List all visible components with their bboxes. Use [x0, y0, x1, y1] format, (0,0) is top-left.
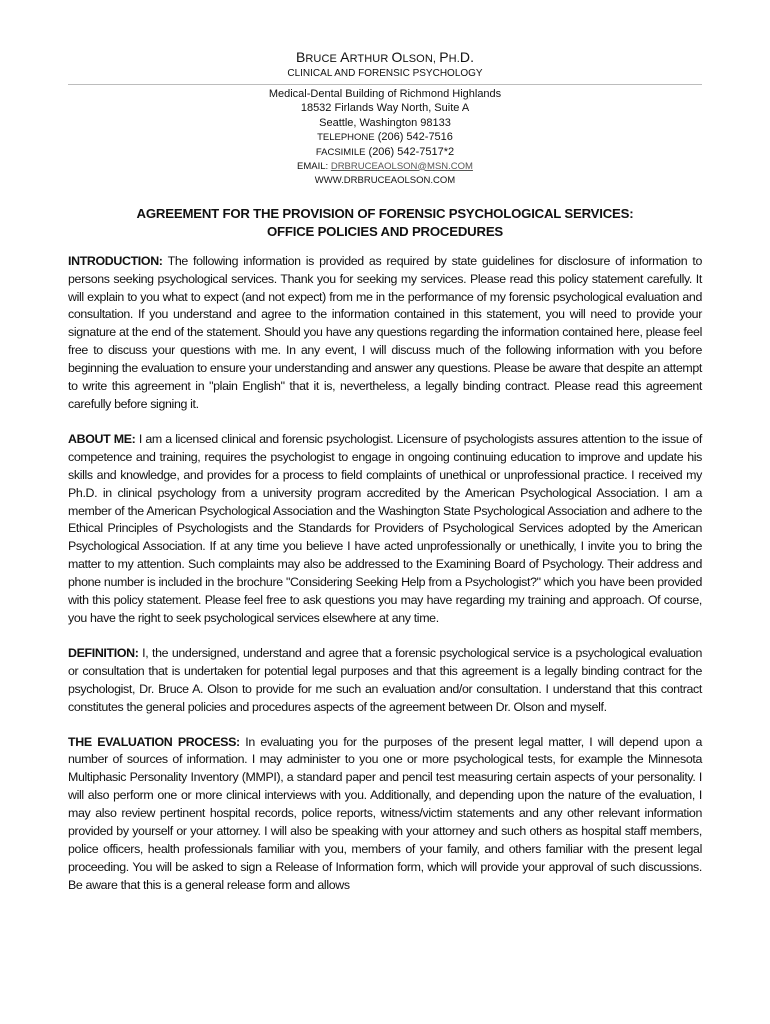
- document-title: [68, 205, 702, 241]
- telephone-line: [68, 130, 702, 145]
- section-about-me: [68, 431, 702, 628]
- facsimile-line: [68, 145, 702, 160]
- title-line-2: OFFICE POLICIES AND PROCEDURES: [266, 223, 504, 239]
- title-line-1: AGREEMENT FOR THE PROVISION OF FORENSIC PSYCHOLOGICAL SERVICES:: [136, 205, 634, 221]
- website-line: WWW.DRBRUCEAOLSON.COM: [314, 175, 456, 187]
- facsimile-label: FACSIMILE: [315, 146, 366, 158]
- email-link[interactable]: DRBRUCEAOLSON@MSN.COM: [330, 160, 473, 172]
- email-label: EMAIL:: [297, 160, 329, 172]
- building-line: Medical-Dental Building of Richmond Highlands: [268, 87, 502, 100]
- section-heading: THE EVALUATION PROCESS:: [68, 734, 246, 749]
- facsimile-number: (206) 542-7517*2: [368, 145, 455, 158]
- city-line: Seattle, Washington 98133: [319, 116, 451, 129]
- section-introduction: [68, 253, 702, 414]
- section-body: I, the undersigned, understand and agree that a forensic psychological service is a psychological evaluation or consultation that is undertaken for potential legal purposes and that this agreement is a legally binding contract for the psychologist, Dr. Bruce A. Olson to provide for me such an evaluation and/or consultation. I understand that this contract constitutes the general policies and procedures aspects of the agreement between Dr. Olson and myself.: [68, 645, 702, 714]
- section-heading: INTRODUCTION:: [68, 253, 168, 268]
- telephone-label: TELEPHONE: [317, 132, 375, 144]
- section-heading: DEFINITION:: [68, 645, 143, 660]
- document-page: [68, 0, 702, 1024]
- section-evaluation-process: [68, 734, 702, 895]
- section-definition: [68, 645, 702, 717]
- section-heading: ABOUT ME:: [68, 431, 139, 446]
- practitioner-specialty: CLINICAL AND FORENSIC PSYCHOLOGY: [287, 68, 483, 79]
- telephone-number: (206) 542-7516: [377, 131, 453, 144]
- street-line: 18532 Firlands Way North, Suite A: [300, 102, 470, 115]
- letterhead-rule: [68, 84, 702, 85]
- practitioner-name: BRUCE ARTHUR OLSON, PH.D.: [295, 49, 475, 65]
- email-line: [68, 160, 702, 175]
- letterhead: [68, 47, 702, 189]
- section-body: I am a licensed clinical and forensic psychologist. Licensure of psychologists assures attention to the issue of competence and training, requires the psychologist to engage in ongoing continuing education to improve and update his skills and knowledge, and provides for a process to field complaints of unethical or unprofessional practice. I received my Ph.D. in clinical psychology from a university program accredited by the American Psychological Association. I am a member of the American Psychological Association and the Washington State Psychological Association and adhere to the Ethical Principles of Psychologists and the Standards for Providers of Psychological Services adopted by the American Psychological Association. If at any time you believe I have acted unprofessionally or unethically, I invite you to bring the matter to my attention. Such complaints may also be addressed to the Examining Board of Psychology. Their address and phone number is included in the brochure "Considering Seeking Help from a Psychologist?" which you have been provided with this policy statement. Please feel free to ask questions you may have regarding my training and approach. Of course, you have the right to seek psychological services elsewhere at any time.: [68, 431, 702, 625]
- section-body: In evaluating you for the purposes of the present legal matter, I will depend upon a number of sources of information. I may administer to you one or more psychological tests, for example the Minnesota Multiphasic Personality Inventory (MMPI), a standard paper and pencil test measuring certain aspects of your personality. I will also perform one or more clinical interviews with you. Additionally, and depending upon the nature of the evaluation, I may also review pertinent hospital records, police reports, witness/victim statements and any other relevant information provided by yourself or your attorney. I will also be speaking with your attorney and such others as hospital staff members, police officers, health professionals familiar with you, members of your family, and others familiar with the present legal proceeding. You will be asked to sign a Release of Information form, which will provide your approval of such discussions. Be aware that this is a general release form and allows: [68, 734, 702, 892]
- section-body: The following information is provided as required by state guidelines for disclosure of information to persons seeking psychological services. Thank you for seeking my services. Please read this policy statement carefully. It will explain to you what to expect (and not expect) from me in the performance of my forensic psychological evaluation and consultation. If you understand and agree to the information contained in this statement, you will need to provide your signature at the end of the statement. Should you have any questions regarding the information contained here, please feel free to discuss your questions with me. In any event, I will discuss much of the following information with you before beginning the evaluation to ensure your understanding and answer any questions. Please be aware that despite an attempt to write this agreement in "plain English" that it is, nevertheless, a legally binding contract. Please read this agreement carefully before signing it.: [68, 253, 702, 411]
